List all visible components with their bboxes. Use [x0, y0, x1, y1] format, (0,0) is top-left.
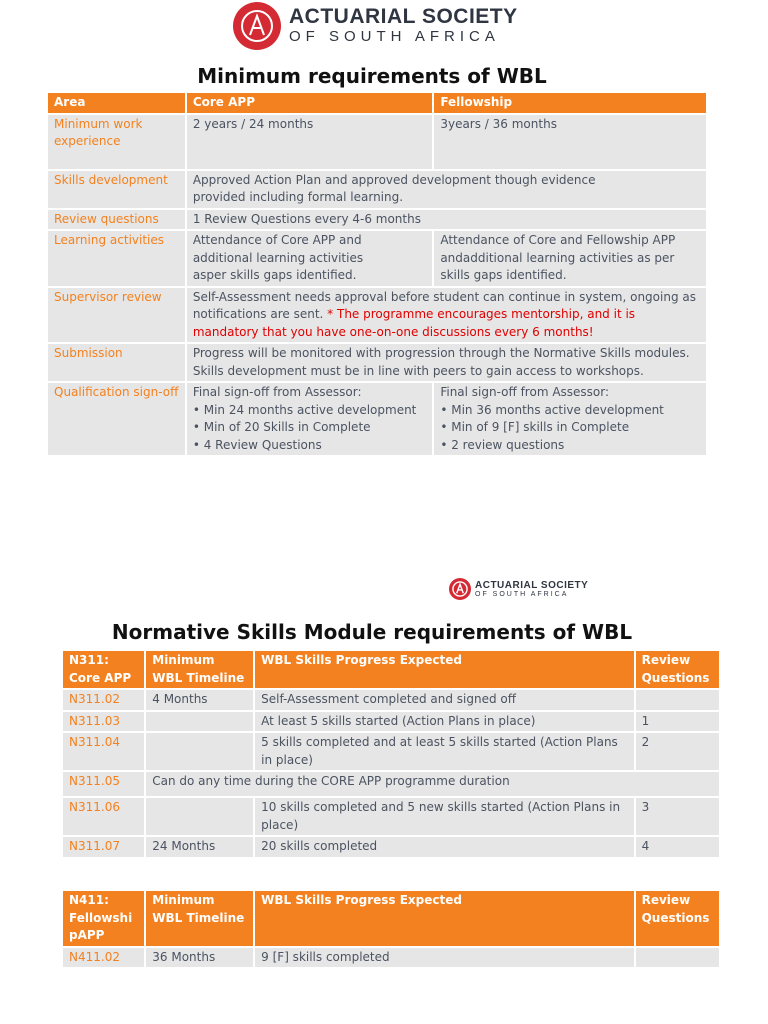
- timeline-cell: 4 Months: [146, 690, 253, 710]
- header-fellowship: Fellowship: [434, 93, 706, 113]
- row-label: Qualification sign-off: [48, 383, 185, 455]
- list-item: • Min 36 months active development: [440, 402, 700, 420]
- progress-cell: Self-Assessment completed and signed off: [255, 690, 633, 710]
- cell-fellowship: 3years / 36 months: [434, 115, 706, 169]
- review-cell: 1: [636, 712, 719, 732]
- progress-cell: At least 5 skills started (Action Plans in place): [255, 712, 633, 732]
- header-core-app: Core APP: [187, 93, 433, 113]
- signoff-list: [193, 402, 427, 455]
- table-header-row: [63, 891, 719, 946]
- logo-line2: OF SOUTH AFRICA: [475, 590, 569, 598]
- header-area: Area: [48, 93, 185, 113]
- table-row: [48, 210, 706, 230]
- header-progress: WBL Skills Progress Expected: [255, 651, 633, 688]
- header-module: N311: Core APP: [63, 651, 144, 688]
- table-row: [63, 948, 719, 968]
- table-row: [48, 171, 706, 208]
- header-review: Review Questions: [636, 891, 719, 946]
- signoff-heading: Final sign-off from Assessor:: [192, 385, 362, 399]
- table-row: [48, 231, 706, 286]
- span-cell: Can do any time during the CORE APP programme duration: [146, 772, 719, 796]
- module-code: N311.03: [63, 712, 144, 732]
- table-header-row: [48, 93, 706, 113]
- page-title-normative-skills: Normative Skills Module requirements of WBL: [111, 620, 633, 644]
- logo-wordmark: [475, 580, 588, 599]
- list-item: • Min 24 months active development: [193, 402, 427, 420]
- cell-core: 2 years / 24 months: [187, 115, 433, 169]
- row-label: Submission: [48, 344, 185, 381]
- list-item: • Min of 9 [F] skills in Complete: [440, 419, 700, 437]
- table-row: [63, 837, 719, 857]
- module-code: N311.06: [63, 798, 144, 835]
- progress-cell: 10 skills completed and 5 new skills started (Action Plans in place): [255, 798, 633, 835]
- cell-text: [187, 288, 706, 343]
- logo-line1: ACTUARIAL SOCIETY: [475, 579, 589, 591]
- asa-logo: [233, 2, 518, 50]
- review-cell: 4: [636, 837, 719, 857]
- mentorship-notice: * The programme encourages mentorship, and it is mandatory that you have one-on-one discussions every 6 months!: [192, 307, 636, 339]
- page-title-minimum-requirements: Minimum requirements of WBL: [197, 64, 547, 88]
- cell-core: Attendance of Core APP and additional learning activities asper skills gaps identified.: [187, 231, 433, 286]
- cell-text: Approved Action Plan and approved development though evidence provided including formal learning.: [187, 171, 706, 208]
- cell-fellowship: Attendance of Core and Fellowship APP andadditional learning activities as per skills gaps identified.: [434, 231, 706, 286]
- module-code: N311.02: [63, 690, 144, 710]
- table-row: [63, 772, 719, 796]
- table-row: [63, 712, 719, 732]
- cell-fellowship: [434, 383, 706, 455]
- timeline-cell: 36 Months: [146, 948, 253, 968]
- cell-text: 1 Review Questions every 4-6 months: [187, 210, 706, 230]
- supervisor-text: Self-Assessment needs approval before student can continue in system, ongoing as notifications are sent.: [192, 289, 696, 321]
- review-cell: 2: [636, 733, 719, 770]
- table-row: [63, 798, 719, 835]
- review-cell: [636, 948, 719, 968]
- logo-line1: ACTUARIAL SOCIETY: [289, 5, 518, 28]
- asa-logo-small: [449, 578, 588, 600]
- minimum-requirements-table: [46, 91, 708, 457]
- asa-logo-icon: [233, 2, 281, 50]
- cell-text: Progress will be monitored with progression through the Normative Skills modules. Skills development must be in line with peers to gain access to workshops.: [187, 344, 706, 381]
- n311-requirements-table: [61, 649, 721, 859]
- cell-core: [187, 383, 433, 455]
- timeline-cell: 24 Months: [146, 837, 253, 857]
- row-label: Learning activities: [48, 231, 185, 286]
- logo-wordmark: [289, 6, 518, 46]
- header-review: Review Questions: [636, 651, 719, 688]
- table-row: [48, 383, 706, 455]
- table-row: [48, 344, 706, 381]
- module-code: N411.02: [63, 948, 144, 968]
- list-item: • 4 Review Questions: [193, 437, 427, 455]
- header-timeline: Minimum WBL Timeline: [146, 651, 253, 688]
- timeline-cell: [146, 733, 253, 770]
- timeline-cell: [146, 712, 253, 732]
- table-row: [48, 115, 706, 169]
- table-row: [63, 690, 719, 710]
- row-label: Minimum work experience: [48, 115, 185, 169]
- header-timeline: Minimum WBL Timeline: [146, 891, 253, 946]
- progress-cell: 5 skills completed and at least 5 skills started (Action Plans in place): [255, 733, 633, 770]
- review-cell: [636, 690, 719, 710]
- progress-cell: 20 skills completed: [255, 837, 633, 857]
- module-code: N311.04: [63, 733, 144, 770]
- timeline-cell: [146, 798, 253, 835]
- module-code: N311.07: [63, 837, 144, 857]
- logo-line2: OF SOUTH AFRICA: [289, 28, 500, 45]
- review-cell: 3: [636, 798, 719, 835]
- header-progress: WBL Skills Progress Expected: [255, 891, 633, 946]
- module-code: N311.05: [63, 772, 144, 796]
- row-label: Supervisor review: [48, 288, 185, 343]
- asa-logo-icon: [449, 578, 471, 600]
- signoff-heading: Final sign-off from Assessor:: [440, 385, 610, 399]
- row-label: Skills development: [48, 171, 185, 208]
- table-header-row: [63, 651, 719, 688]
- list-item: • Min of 20 Skills in Complete: [193, 419, 427, 437]
- list-item: • 2 review questions: [440, 437, 700, 455]
- header-module: N411: Fellowshi pAPP: [63, 891, 144, 946]
- table-row: [63, 733, 719, 770]
- n411-requirements-table: [61, 889, 721, 969]
- progress-cell: 9 [F] skills completed: [255, 948, 633, 968]
- signoff-list: [440, 402, 700, 455]
- row-label: Review questions: [48, 210, 185, 230]
- table-row: [48, 288, 706, 343]
